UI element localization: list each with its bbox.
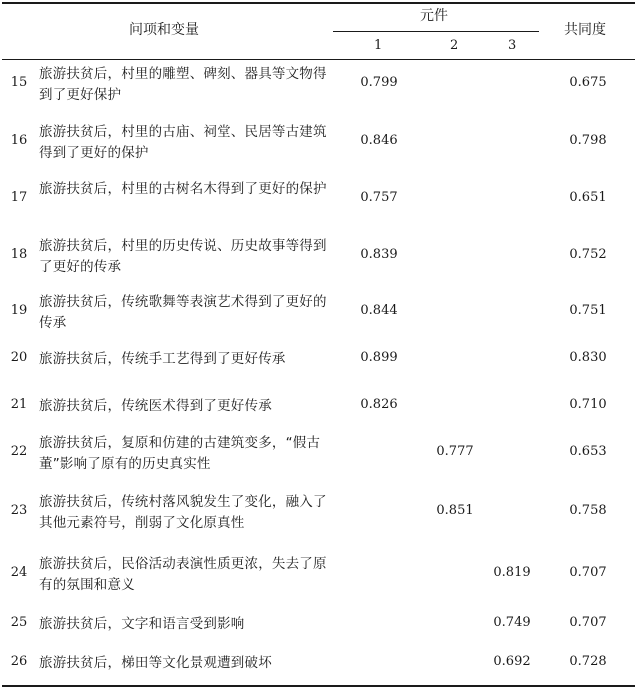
row-number: 16 bbox=[10, 133, 28, 148]
row-number: 15 bbox=[10, 75, 28, 90]
loading-component-1: 0.799 bbox=[360, 75, 398, 90]
component-group-rule bbox=[333, 31, 539, 32]
loading-component-3: 0.692 bbox=[493, 654, 531, 669]
component-1-header: 1 bbox=[374, 38, 383, 53]
loading-component-1: 0.846 bbox=[360, 133, 398, 148]
table-bottom-rule bbox=[2, 685, 635, 687]
item-text: 旅游扶贫后，村里的古庙、祠堂、民居等古建筑得到了更好的保护 bbox=[39, 124, 327, 161]
loading-component-1: 0.826 bbox=[360, 397, 398, 412]
communality-value: 0.651 bbox=[569, 190, 607, 205]
communality-value: 0.653 bbox=[569, 444, 607, 459]
loading-component-2: 0.777 bbox=[436, 444, 474, 459]
item-text: 旅游扶贫后，传统手工艺得到了更好传承 bbox=[39, 351, 286, 367]
communality-value: 0.707 bbox=[569, 615, 607, 630]
item-text: 旅游扶贫后，梯田等文化景观遭到破坏 bbox=[39, 655, 272, 671]
item-text: 旅游扶贫后，传统村落风貌发生了变化，融入了其他元素符号，削弱了文化原真性 bbox=[39, 494, 327, 531]
row-number: 19 bbox=[10, 303, 28, 318]
loading-component-1: 0.839 bbox=[360, 247, 398, 262]
loading-component-3: 0.819 bbox=[493, 565, 531, 580]
row-number: 23 bbox=[10, 503, 28, 518]
communality-value: 0.751 bbox=[569, 303, 607, 318]
row-number: 22 bbox=[10, 444, 28, 459]
communality-value: 0.728 bbox=[569, 654, 607, 669]
item-text: 旅游扶贫后，村里的历史传说、历史故事等得到了更好的传承 bbox=[39, 238, 327, 275]
item-text: 旅游扶贫后，村里的古树名木得到了更好的保护 bbox=[39, 181, 327, 197]
item-text: 旅游扶贫后，文字和语言受到影响 bbox=[39, 616, 245, 632]
item-column-header: 问项和变量 bbox=[129, 22, 199, 38]
row-number: 17 bbox=[10, 190, 28, 205]
table-top-rule bbox=[2, 2, 635, 4]
row-number: 21 bbox=[10, 397, 28, 412]
loading-component-3: 0.749 bbox=[493, 615, 531, 630]
component-group-header: 元件 bbox=[420, 8, 448, 24]
communality-value: 0.710 bbox=[569, 397, 607, 412]
communality-value: 0.830 bbox=[569, 350, 607, 365]
item-text: 旅游扶贫后，传统医术得到了更好传承 bbox=[39, 398, 272, 414]
item-text: 旅游扶贫后，村里的雕塑、碑刻、器具等文物得到了更好保护 bbox=[39, 66, 327, 103]
row-number: 24 bbox=[10, 565, 28, 580]
communality-value: 0.758 bbox=[569, 503, 607, 518]
loading-component-2: 0.851 bbox=[436, 503, 474, 518]
communality-header: 共同度 bbox=[564, 22, 606, 38]
component-3-header: 3 bbox=[508, 38, 517, 53]
row-number: 25 bbox=[10, 615, 28, 630]
loading-component-1: 0.757 bbox=[360, 190, 398, 205]
communality-value: 0.752 bbox=[569, 247, 607, 262]
table-header-rule bbox=[2, 59, 635, 60]
loading-component-1: 0.844 bbox=[360, 303, 398, 318]
item-text: 旅游扶贫后，传统歌舞等表演艺术得到了更好的传承 bbox=[39, 294, 327, 331]
item-text: 旅游扶贫后，民俗活动表演性质更浓，失去了原有的氛围和意义 bbox=[39, 556, 327, 593]
item-text: 旅游扶贫后，复原和仿建的古建筑变多，“假古董”影响了原有的历史真实性 bbox=[39, 435, 321, 472]
row-number: 26 bbox=[10, 654, 28, 669]
row-number: 20 bbox=[10, 350, 28, 365]
row-number: 18 bbox=[10, 247, 28, 262]
communality-value: 0.798 bbox=[569, 133, 607, 148]
loading-component-1: 0.899 bbox=[360, 350, 398, 365]
communality-value: 0.707 bbox=[569, 565, 607, 580]
communality-value: 0.675 bbox=[569, 75, 607, 90]
component-2-header: 2 bbox=[450, 38, 459, 53]
